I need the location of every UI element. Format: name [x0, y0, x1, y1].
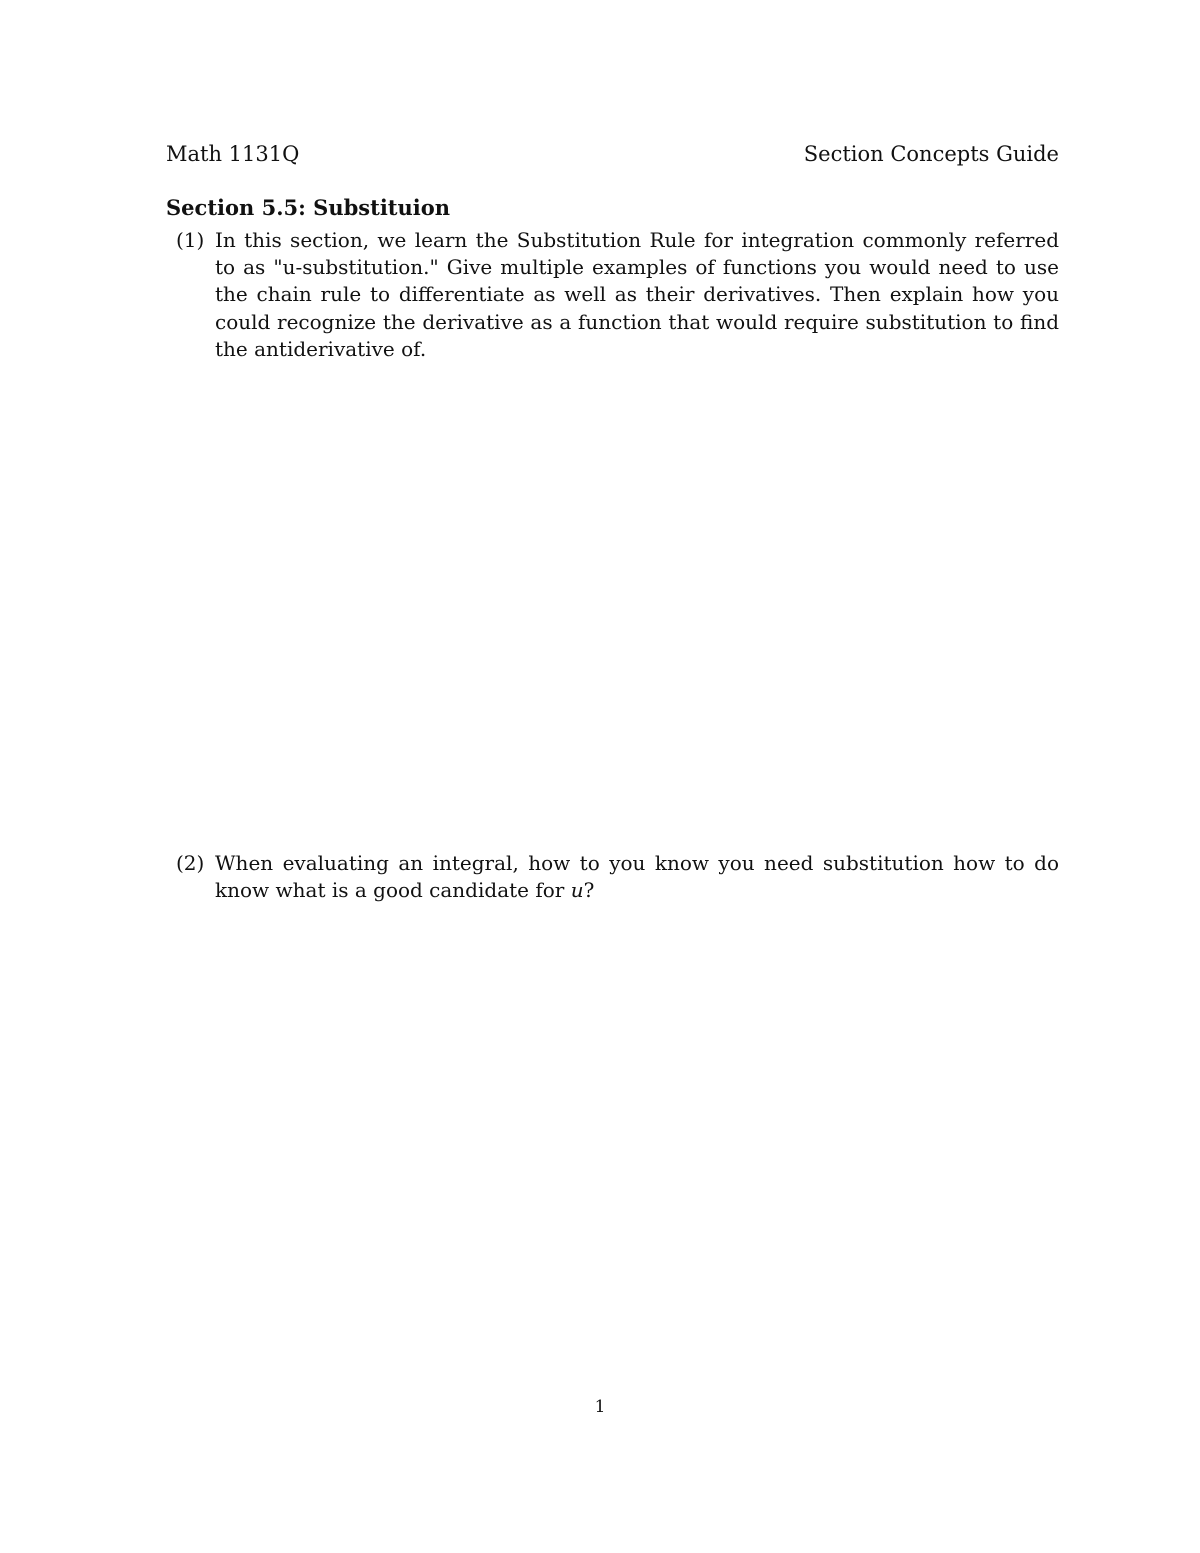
question-2: [166, 850, 1059, 904]
question-text: [215, 850, 1059, 904]
question-1: [166, 227, 1059, 363]
guide-title: Section Concepts Guide: [803, 142, 1059, 166]
question-text-after-variable: ?: [583, 878, 595, 903]
question-number: (2): [176, 851, 205, 875]
math-variable: u: [570, 878, 584, 903]
question-number: (1): [176, 228, 205, 252]
question-text: In this section, we learn the Substitution Rule for integration commonly referred to as "u-substitution." Give multiple examples of functions you would need to use the chain rule to differentiate as well as their derivatives. Then explain how you could recognize the derivative as a function that would require substitution to find the antiderivative of.: [215, 228, 1059, 361]
course-label: Math 1131Q: [166, 142, 300, 166]
question-text-before-variable: When evaluating an integral, how to you know you need substitution how to do know what is a good candidate for: [215, 851, 1059, 903]
section-title: Section 5.5: Substituion: [166, 195, 451, 220]
page-number: 1: [594, 1397, 606, 1417]
